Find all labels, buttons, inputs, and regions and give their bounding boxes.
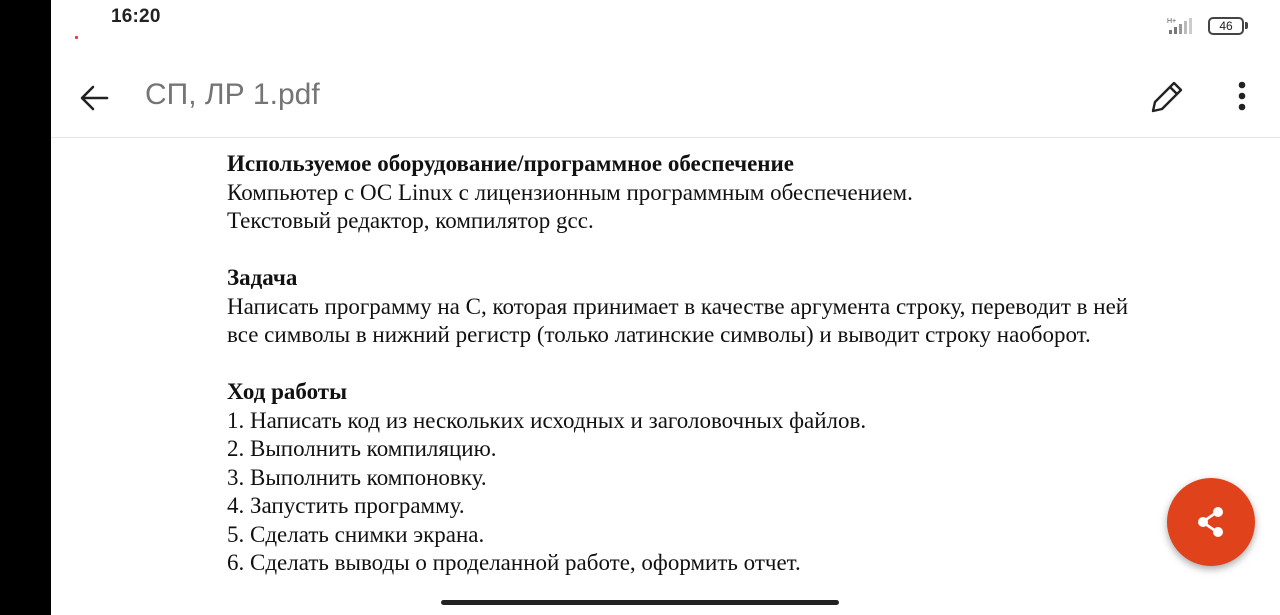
- home-indicator[interactable]: [441, 600, 839, 605]
- progress-heading: Ход работы: [227, 379, 348, 404]
- network-type-label: H+: [1167, 18, 1177, 25]
- list-item: 1. Написать код из нескольких исходных и заголовочных файлов.: [227, 407, 867, 433]
- notification-dot: [75, 36, 78, 39]
- edit-button[interactable]: [1146, 76, 1188, 118]
- share-icon: [1193, 504, 1229, 540]
- top-app-bar: [51, 56, 1280, 138]
- pdf-page-content: [227, 150, 1227, 606]
- steps-list: [227, 407, 1227, 578]
- back-arrow-icon: [75, 78, 115, 118]
- battery-tip: [1245, 22, 1248, 29]
- pencil-icon: [1146, 76, 1188, 118]
- back-button[interactable]: [75, 78, 115, 118]
- equipment-section: [227, 150, 1227, 236]
- status-time: 16:20: [111, 6, 161, 27]
- task-heading: Задача: [227, 265, 298, 290]
- list-item: 2. Выполнить компиляцию.: [227, 436, 497, 461]
- task-line: все символы в нижний регистр (только латинские символы) и выводит строку наоборот.: [227, 322, 1091, 347]
- progress-section: [227, 378, 1227, 578]
- list-item: 4. Запустить программу.: [227, 493, 465, 518]
- share-button[interactable]: [1167, 478, 1255, 566]
- list-item: 6. Сделать выводы о проделанной работе, оформить отчет.: [227, 550, 801, 575]
- pdf-viewer-screen: [51, 0, 1280, 615]
- equipment-line: Текстовый редактор, компилятор gcc.: [227, 208, 594, 233]
- list-item: 3. Выполнить компоновку.: [227, 464, 487, 490]
- list-item: 5. Сделать снимки экрана.: [227, 521, 485, 547]
- more-options-button[interactable]: [1227, 76, 1257, 118]
- task-section: [227, 264, 1227, 350]
- more-vert-icon: [1227, 76, 1257, 118]
- document-title: СП, ЛР 1.pdf: [145, 78, 320, 111]
- signal-icon: [1165, 16, 1199, 36]
- equipment-heading: Используемое оборудование/программное обеспечение: [227, 151, 795, 176]
- task-line: Написать программу на С, которая принимает в качестве аргумента строку, переводит в ней: [227, 293, 1129, 319]
- equipment-line: Компьютер с ОС Linux с лицензионным программным обеспечением.: [227, 179, 913, 205]
- battery-indicator: 46: [1208, 17, 1244, 35]
